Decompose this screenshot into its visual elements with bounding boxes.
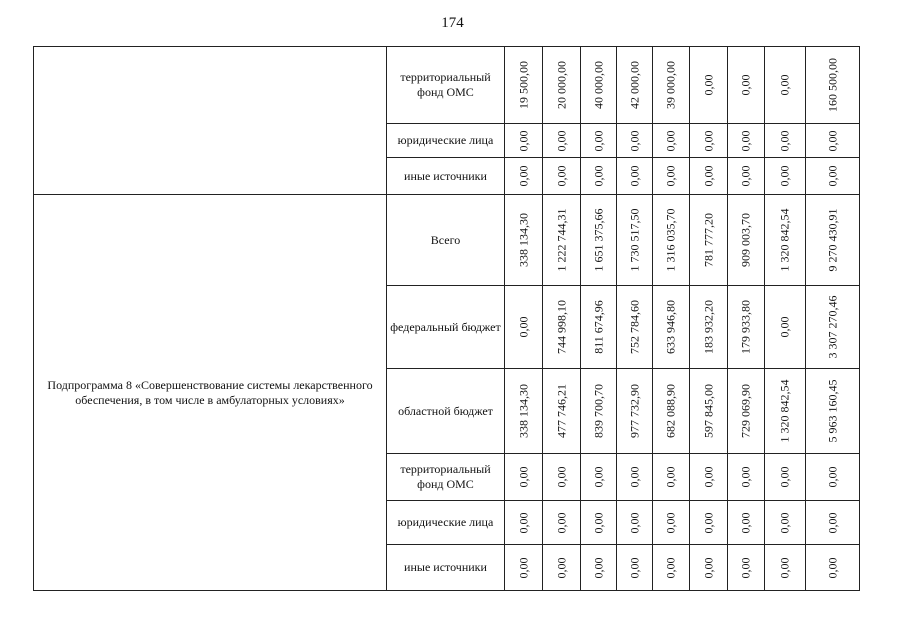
funding-source-cell: федеральный бюджет (387, 286, 505, 369)
value-text: 0,00 (627, 512, 641, 533)
value-text: 0,00 (738, 165, 753, 187)
value-text: 0,00 (777, 466, 792, 488)
value-cell (653, 124, 690, 158)
value-text: 0,00 (738, 557, 753, 578)
value-cell (581, 47, 617, 124)
funding-source-cell: юридические лица (387, 501, 505, 545)
value-text: 1 316 035,70 (663, 208, 678, 272)
value-cell (765, 369, 806, 454)
value-cell (505, 286, 543, 369)
funding-source-cell: территориальный фонд ОМС (387, 47, 505, 124)
value-cell (653, 369, 690, 454)
value-text: 0,00 (701, 557, 715, 578)
value-text: 0,00 (663, 557, 678, 578)
value-cell (543, 47, 581, 124)
value-cell (690, 158, 728, 195)
value-text: 0,00 (663, 512, 678, 533)
value-cell (690, 454, 728, 501)
value-cell (543, 369, 581, 454)
value-text: 0,00 (777, 130, 792, 151)
value-cell (690, 124, 728, 158)
value-text: 338 134,30 (516, 213, 530, 267)
value-text: 0,00 (627, 557, 641, 578)
value-cell (505, 369, 543, 454)
value-cell (543, 286, 581, 369)
value-text: 0,00 (627, 165, 641, 187)
value-cell (581, 545, 617, 591)
value-cell (581, 369, 617, 454)
value-text: 977 732,90 (627, 384, 641, 438)
value-cell (617, 501, 653, 545)
value-text: 682 088,90 (663, 384, 678, 438)
value-text: 0,00 (701, 74, 715, 96)
value-cell (728, 47, 765, 124)
budget-table (33, 46, 860, 591)
value-cell (690, 195, 728, 286)
funding-source-cell: юридические лица (387, 124, 505, 158)
value-text: 0,00 (663, 466, 678, 488)
value-text: 0,00 (663, 165, 678, 187)
value-cell (617, 158, 653, 195)
value-text: 0,00 (738, 74, 753, 96)
value-cell (806, 47, 860, 124)
value-cell (543, 545, 581, 591)
value-cell (806, 454, 860, 501)
value-cell (543, 195, 581, 286)
value-text: 0,00 (825, 512, 839, 533)
value-cell (690, 501, 728, 545)
value-cell (505, 124, 543, 158)
program-name-cell (34, 47, 387, 195)
value-text: 0,00 (516, 557, 530, 578)
value-cell (617, 286, 653, 369)
value-text: 0,00 (516, 316, 530, 338)
value-cell (543, 158, 581, 195)
value-text: 633 946,80 (663, 300, 678, 354)
value-cell (653, 454, 690, 501)
value-text: 0,00 (825, 557, 839, 578)
funding-source-cell: областной бюджет (387, 369, 505, 454)
value-text: 1 651 375,66 (591, 208, 605, 272)
value-cell (765, 545, 806, 591)
value-text: 19 500,00 (516, 61, 530, 109)
funding-source-cell: иные источники (387, 545, 505, 591)
value-text: 0,00 (554, 512, 568, 533)
value-cell (765, 124, 806, 158)
value-cell (728, 124, 765, 158)
value-text: 839 700,70 (591, 384, 605, 438)
value-cell (690, 369, 728, 454)
value-text: 39 000,00 (663, 61, 678, 109)
value-text: 0,00 (554, 557, 568, 578)
value-cell (728, 545, 765, 591)
value-text: 781 777,20 (701, 213, 715, 267)
value-text: 0,00 (825, 130, 839, 151)
value-text: 338 134,30 (516, 384, 530, 438)
value-cell (728, 369, 765, 454)
value-cell (806, 158, 860, 195)
value-text: 0,00 (516, 130, 530, 151)
value-text: 1 320 842,54 (777, 208, 792, 272)
value-text: 0,00 (777, 165, 792, 187)
value-text: 0,00 (777, 74, 792, 96)
value-cell (728, 286, 765, 369)
value-text: 0,00 (825, 165, 839, 187)
value-text: 0,00 (627, 466, 641, 488)
value-cell (728, 158, 765, 195)
value-cell (806, 124, 860, 158)
program-name-cell: Подпрограмма 8 «Совершенствование системы лекарственного обеспечения, в том числе в амбулаторных условиях» (34, 195, 387, 591)
value-cell (806, 501, 860, 545)
value-text: 909 003,70 (738, 213, 753, 267)
value-cell (728, 501, 765, 545)
value-text: 811 674,96 (591, 300, 605, 354)
value-text: 0,00 (554, 165, 568, 187)
value-cell (543, 124, 581, 158)
value-text: 20 000,00 (554, 61, 568, 109)
value-cell (543, 501, 581, 545)
value-text: 1 730 517,50 (627, 208, 641, 272)
value-text: 42 000,00 (627, 61, 641, 109)
value-text: 0,00 (591, 165, 605, 187)
value-cell (505, 454, 543, 501)
value-text: 0,00 (701, 466, 715, 488)
value-text: 5 963 160,45 (825, 379, 839, 443)
value-cell (617, 47, 653, 124)
value-text: 0,00 (554, 130, 568, 151)
value-cell (617, 369, 653, 454)
value-text: 179 933,80 (738, 300, 753, 354)
value-text: 40 000,00 (591, 61, 605, 109)
value-cell (653, 47, 690, 124)
value-text: 752 784,60 (627, 300, 641, 354)
value-cell (505, 47, 543, 124)
value-text: 0,00 (591, 466, 605, 488)
value-text: 0,00 (777, 557, 792, 578)
value-text: 183 932,20 (701, 300, 715, 354)
value-cell (765, 501, 806, 545)
value-text: 0,00 (663, 130, 678, 151)
value-cell (806, 195, 860, 286)
value-cell (765, 286, 806, 369)
page-number: 174 (441, 15, 464, 31)
funding-source-cell: Всего (387, 195, 505, 286)
value-cell (505, 158, 543, 195)
value-text: 0,00 (701, 165, 715, 187)
value-text: 0,00 (777, 316, 792, 338)
value-cell (806, 545, 860, 591)
value-cell (617, 454, 653, 501)
value-text: 0,00 (554, 466, 568, 488)
value-text: 0,00 (738, 130, 753, 151)
value-cell (728, 195, 765, 286)
value-cell (581, 501, 617, 545)
value-text: 729 069,90 (738, 384, 753, 438)
value-text: 0,00 (516, 165, 530, 187)
value-cell (765, 47, 806, 124)
value-text: 0,00 (591, 130, 605, 151)
value-text: 0,00 (701, 512, 715, 533)
value-cell (765, 195, 806, 286)
value-cell (806, 369, 860, 454)
value-text: 0,00 (738, 466, 753, 488)
value-cell (505, 195, 543, 286)
table-row (34, 47, 860, 124)
value-cell (728, 454, 765, 501)
value-cell (581, 454, 617, 501)
value-text: 0,00 (516, 512, 530, 533)
value-text: 0,00 (627, 130, 641, 151)
value-text: 0,00 (777, 512, 792, 533)
value-text: 160 500,00 (825, 58, 839, 112)
value-text: 9 270 430,91 (825, 208, 839, 272)
value-cell (653, 158, 690, 195)
value-cell (505, 501, 543, 545)
value-cell (690, 545, 728, 591)
value-text: 0,00 (591, 557, 605, 578)
value-text: 0,00 (516, 466, 530, 488)
value-cell (653, 545, 690, 591)
value-cell (806, 286, 860, 369)
value-text: 0,00 (591, 512, 605, 533)
value-cell (653, 501, 690, 545)
value-cell (617, 545, 653, 591)
value-cell (581, 286, 617, 369)
value-text: 3 307 270,46 (825, 295, 839, 359)
value-text: 597 845,00 (701, 384, 715, 438)
value-text: 1 222 744,31 (554, 208, 568, 272)
value-cell (617, 124, 653, 158)
value-cell (765, 158, 806, 195)
value-text: 0,00 (825, 466, 839, 488)
value-text: 477 746,21 (554, 384, 568, 438)
value-cell (690, 47, 728, 124)
value-cell (505, 545, 543, 591)
value-cell (690, 286, 728, 369)
value-text: 744 998,10 (554, 300, 568, 354)
value-cell (581, 195, 617, 286)
value-cell (581, 124, 617, 158)
value-text: 0,00 (738, 512, 753, 533)
value-cell (765, 454, 806, 501)
value-cell (653, 195, 690, 286)
value-cell (617, 195, 653, 286)
value-text: 1 320 842,54 (777, 379, 792, 443)
value-cell (543, 454, 581, 501)
funding-source-cell: иные источники (387, 158, 505, 195)
value-cell (581, 158, 617, 195)
value-text: 0,00 (701, 130, 715, 151)
table-row (34, 195, 860, 286)
value-cell (653, 286, 690, 369)
funding-source-cell: территориальный фонд ОМС (387, 454, 505, 501)
